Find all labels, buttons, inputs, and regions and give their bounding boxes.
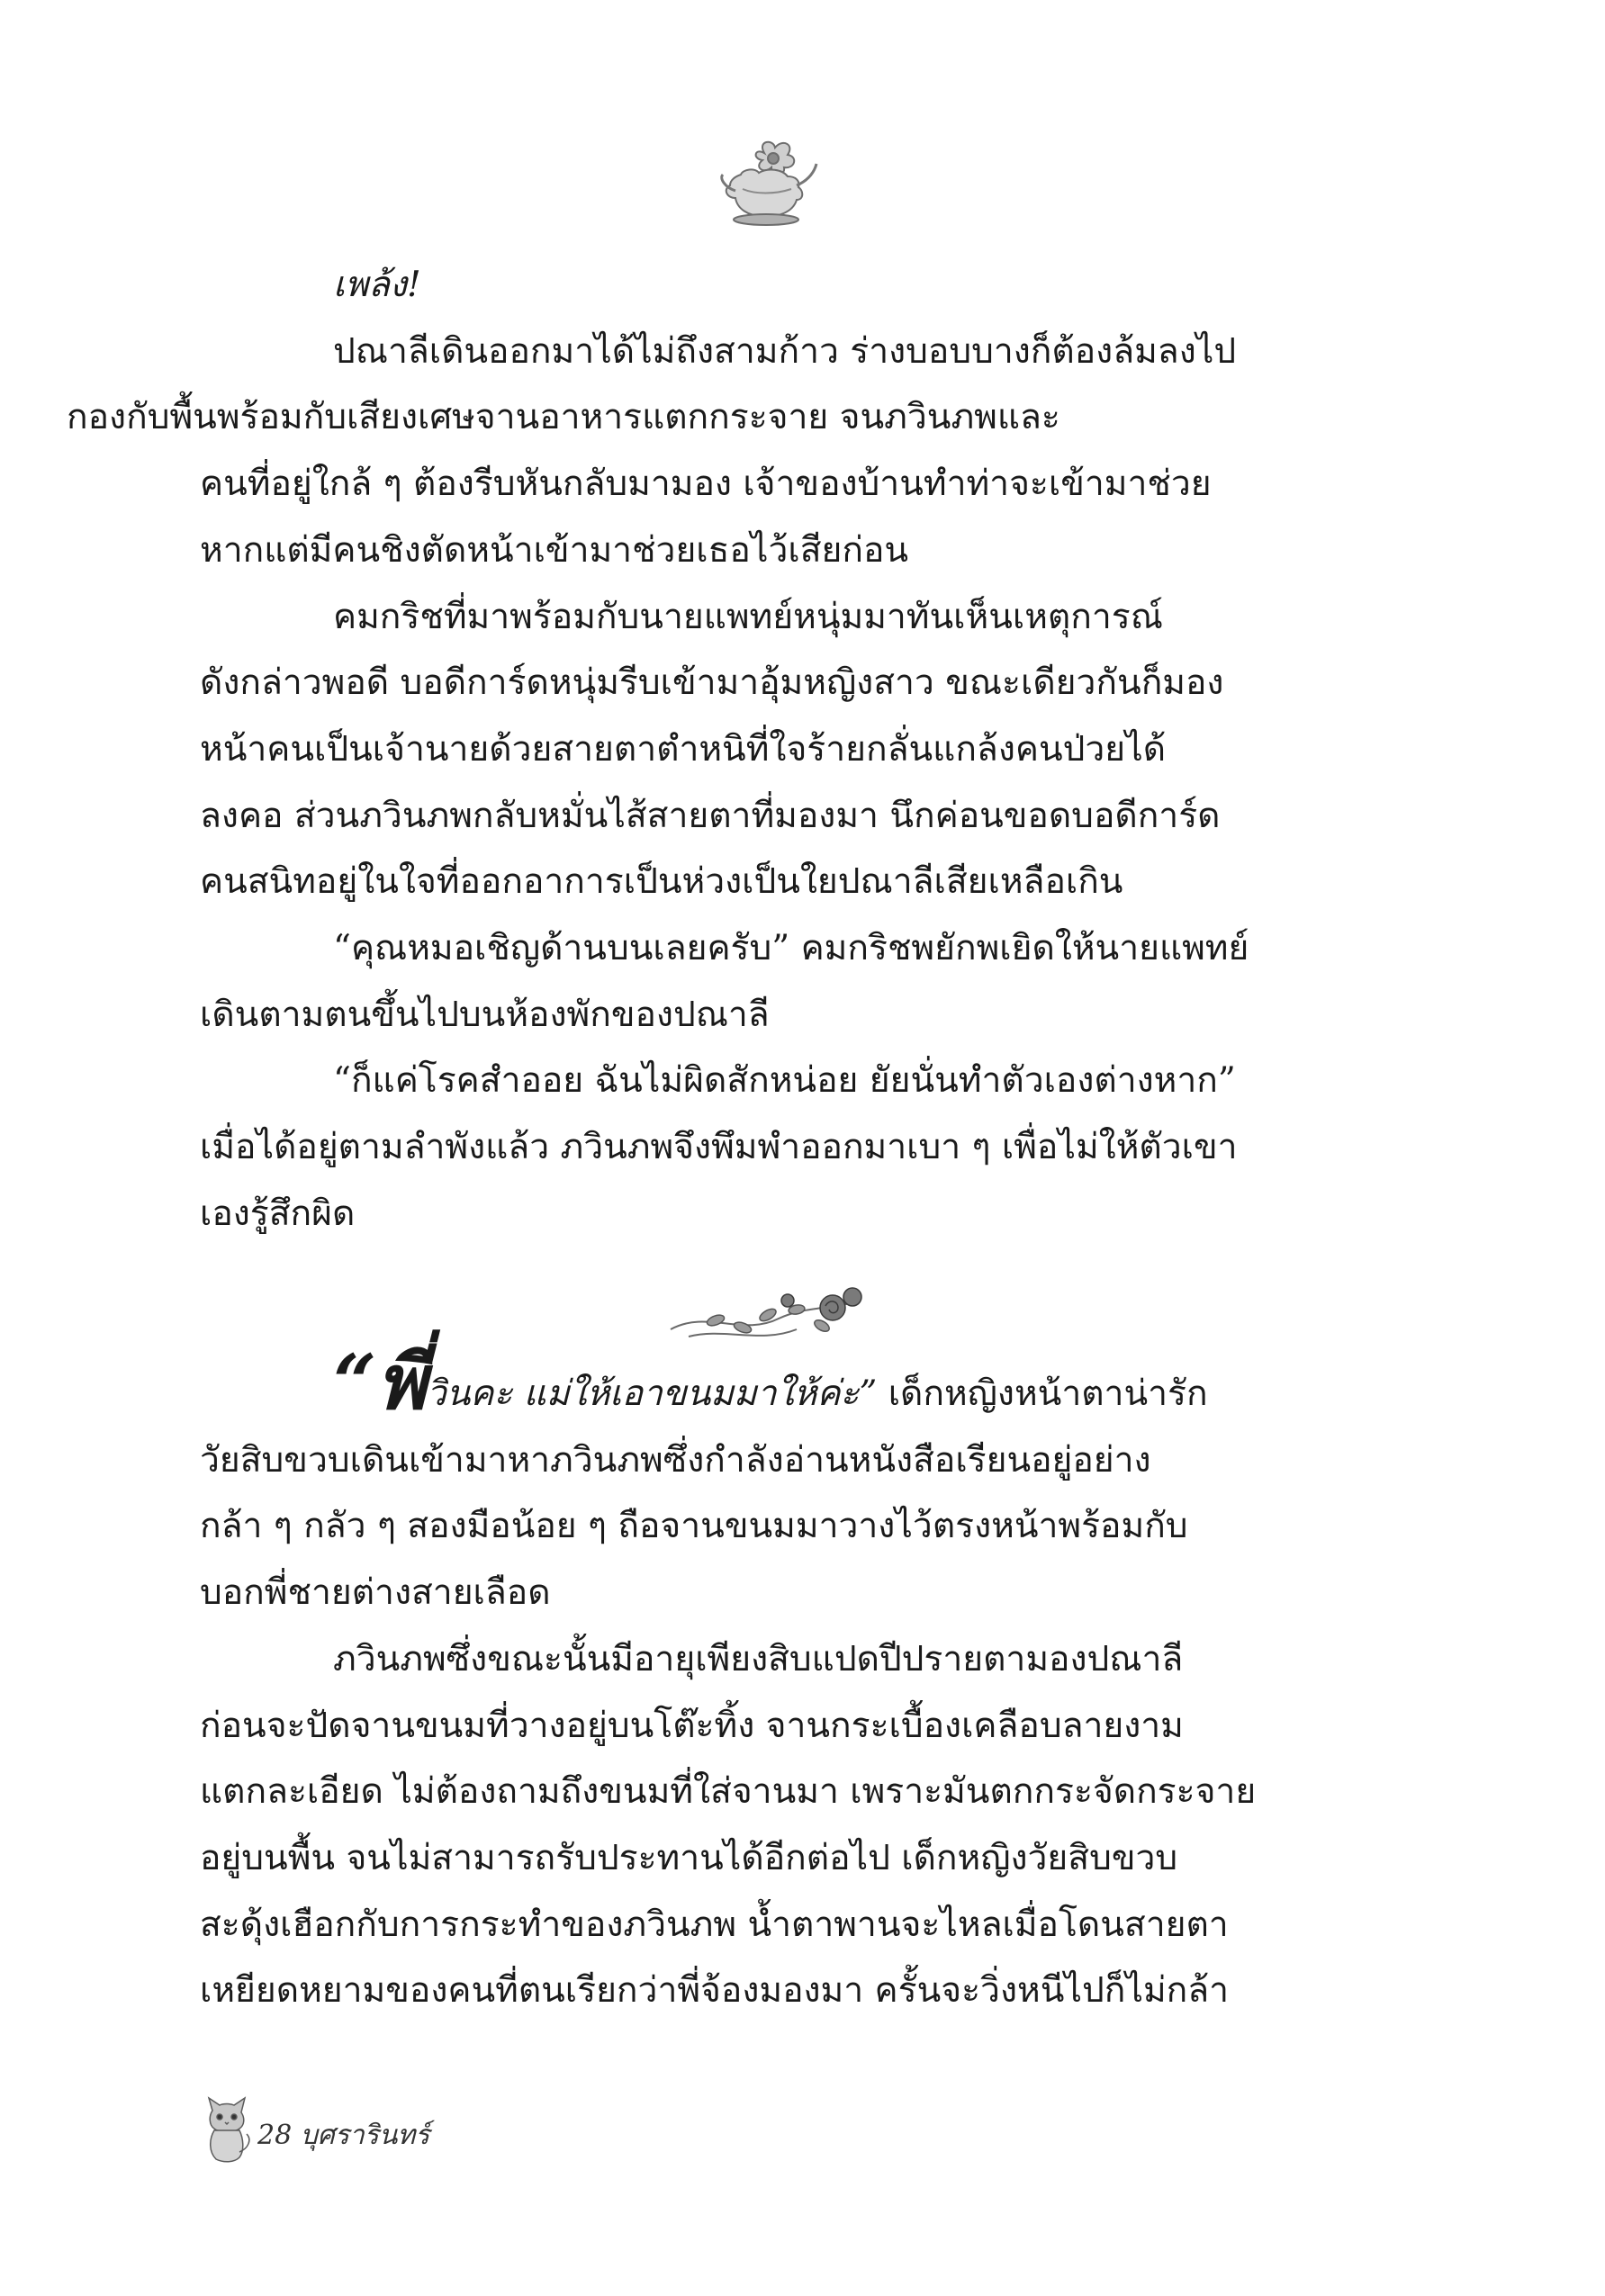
text-line: คนสนิทอยู่ในใจที่ออกอาการเป็นห่วงเป็นใยปณาลีเสียเหลือเกิน bbox=[200, 861, 1123, 903]
teapot-flower-icon bbox=[716, 135, 824, 234]
paragraph bbox=[200, 1626, 1411, 2024]
text-line: ก่อนจะปัดจานขนมที่วางอยู่บนโต๊ะทิ้ง จานกระเบื้องเคลือบลายงาม bbox=[200, 1705, 1184, 1746]
text-line: เมื่อได้อยู่ตามลำพังแล้ว ภวินภพจึงพึมพำออกมาเบา ๆ เพื่อไม่ให้ตัวเขา bbox=[200, 1127, 1238, 1168]
opening-narration: เด็กหญิงหน้าตาน่ารัก bbox=[877, 1373, 1208, 1414]
page-footer bbox=[200, 2093, 429, 2165]
text-line: หากแต่มีคนชิงตัดหน้าเข้ามาช่วยเธอไว้เสียก่อน bbox=[200, 529, 909, 571]
section-2 bbox=[200, 1337, 1411, 2024]
paragraph-exclamation bbox=[200, 252, 1411, 319]
opening-line bbox=[200, 1337, 1411, 1427]
text-line: ดังกล่าวพอดี บอดีการ์ดหนุ่มรีบเข้ามาอุ้มหญิงสาว ขณะเดียวกันก็มอง bbox=[200, 662, 1224, 704]
rose-vine-icon bbox=[662, 1274, 878, 1355]
cat-icon bbox=[200, 2093, 254, 2165]
text-line: “คุณหมอเชิญด้านบนเลยครับ” คมกริชพยักพเยิดให้นายแพทย์ bbox=[333, 928, 1249, 969]
paragraph bbox=[200, 1048, 1411, 1247]
text-line: สะดุ้งเฮือกกับการกระทำของภวินภพ น้ำตาพานจะไหลเมื่อโดนสายตา bbox=[200, 1904, 1229, 1945]
text-line: ปณาลีเดินออกมาได้ไม่ถึงสามก้าว ร่างบอบบางก็ต้องล้มลงไป bbox=[333, 330, 1237, 372]
text-line: ลงคอ ส่วนภวินภพกลับหมั่นไส้สายตาที่มองมา นึกค่อนขอดบอดีการ์ด bbox=[200, 795, 1221, 836]
text-line: วัยสิบขวบเดินเข้ามาหาภวินภพซึ่งกำลังอ่านหนังสือเรียนอยู่อย่าง bbox=[200, 1439, 1151, 1481]
paragraph-opening bbox=[200, 1337, 1411, 1626]
text-line: เองรู้สึกผิด bbox=[200, 1193, 356, 1234]
text-line: คนที่อยู่ใกล้ ๆ ต้องรีบหันกลับมามอง เจ้าของบ้านทำท่าจะเข้ามาช่วย bbox=[200, 464, 1212, 505]
section-1 bbox=[67, 252, 1411, 1247]
paragraph bbox=[200, 915, 1411, 1048]
text-line: คมกริชที่มาพร้อมกับนายแพทย์หนุ่มมาทันเห็นเหตุการณ์ bbox=[333, 596, 1163, 637]
page-number: 28 bbox=[257, 2119, 293, 2151]
text-line: เดินตามตนขึ้นไปบนห้องพักของปณาลี bbox=[200, 994, 770, 1035]
paragraph bbox=[67, 319, 1411, 584]
text-line: บอกพี่ชายต่างสายเลือด bbox=[200, 1572, 551, 1614]
text-line: เพล้ง! bbox=[333, 265, 421, 305]
opening-italic-dialogue: วินคะ แม่ให้เอาขนมมาให้ค่ะ” bbox=[426, 1373, 878, 1414]
text-line: เหยียดหยามของคนที่ตนเรียกว่าพี่จ้องมองมา ครั้นจะวิ่งหนีไปก็ไม่กล้า bbox=[200, 1970, 1230, 2012]
footer-label bbox=[257, 2102, 429, 2156]
text-line: กองกับพื้นพร้อมกับเสียงเศษจานอาหารแตกกระจาย จนภวินภพและ bbox=[67, 397, 1060, 438]
paragraph bbox=[200, 584, 1411, 916]
text-line: แตกละเอียด ไม่ต้องถามถึงขนมที่ใส่จานมา เพราะมันตกกระจัดกระจาย bbox=[200, 1771, 1257, 1813]
text-line: หน้าคนเป็นเจ้านายด้วยสายตาตำหนิที่ใจร้ายกลั่นแกล้งคนป่วยได้ bbox=[200, 728, 1167, 770]
dropcap: “พี่ bbox=[333, 1337, 427, 1427]
text-line: กล้า ๆ กลัว ๆ สองมือน้อย ๆ ถือจานขนมมาวางไว้ตรงหน้าพร้อมกับ bbox=[200, 1506, 1188, 1547]
text-line: ภวินภพซึ่งขณะนั้นมีอายุเพียงสิบแปดปีปรายตามองปณาลี bbox=[333, 1638, 1184, 1679]
author-name: บุศรารินทร์ bbox=[300, 2119, 430, 2151]
text-line: “ก็แค่โรคสำออย ฉันไม่ผิดสักหน่อย ยัยนั่นทำตัวเองต่างหาก” bbox=[333, 1060, 1236, 1102]
text-line: อยู่บนพื้น จนไม่สามารถรับประทานได้อีกต่อไป เด็กหญิงวัยสิบขวบ bbox=[200, 1837, 1178, 1878]
